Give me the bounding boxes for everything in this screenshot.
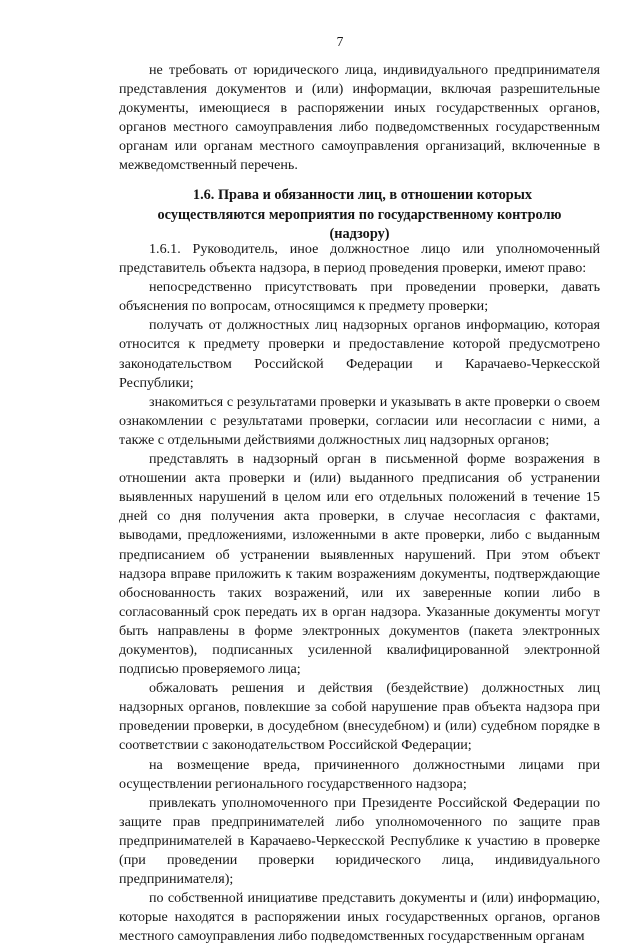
- paragraph-right-objections: представлять в надзорный орган в письменной форме возражения в отношении акта проверки и (или) выданного предписания об устранении выявленных нарушений в целом или его отдельных положений в течение 15 дней со дня получения акта проверки, в случае несогласия с фактами, выводами, предложениями, изложенными в акте проверки, либо с выданным предписанием об устранении выявленных нарушений. При этом объект надзора вправе приложить к таким возражениям документы, подтверждающие обоснованность таких возражений, или их заверенные копии либо в согласованный срок передать их в орган надзора. Указанные документы могут быть направлены в форме электронных документов (пакета электронных документов), подписанных усиленной квалифицированной электронной подписью проверяемого лица;: [119, 451, 600, 678]
- paragraph-right-results: знакомиться с результатами проверки и указывать в акте проверки о своем ознакомлении с результатами проверки, согласии или несогласии с ними, а также с отдельными действиями должностных лиц надзорных органов;: [119, 393, 600, 448]
- section-heading-line-2: осуществляются мероприятия по государственному контролю: [157, 206, 562, 223]
- section-heading: [119, 186, 600, 245]
- paragraph-right-presence: непосредственно присутствовать при проведении проверки, давать объяснения по вопросам, относящимся к предмету проверки;: [119, 279, 600, 315]
- paragraph-right-appeal: обжаловать решения и действия (бездействие) должностных лиц надзорных органов, повлекшие за собой нарушение прав объекта надзора при проведении проверки, в досудебном (внесудебном) и (или) судебном порядке в соответствии с законодательством Российской Федерации;: [119, 680, 600, 754]
- paragraph-right-compensation: на возмещение вреда, причиненного должностными лицами при осуществлении регионального государственного надзора;: [119, 756, 600, 792]
- section-heading-line-3: (надзору): [329, 226, 390, 242]
- intro-paragraph: не требовать от юридического лица, индивидуального предпринимателя представления документов и (или) информации, включая разрешительные документы, имеющиеся в распоряжении иных государственных органов, органов местного самоуправления либо подведомственных государственным органам или органам местного самоуправления организаций, включенные в межведомственный перечень.: [119, 62, 600, 174]
- paragraph-right-documents: по собственной инициативе представить документы и (или) информацию, которые находятся в распоряжении иных государственных органов, органов местного самоуправления либо подведомственных государственным органам: [119, 890, 600, 945]
- page-number: 7: [336, 34, 344, 49]
- paragraph-right-ombudsman: привлекать уполномоченного при Президенте Российской Федерации по защите прав предпринимателей либо уполномоченного по защите прав предпринимателей в Карачаево-Черкесской Республике к участию в проверке (при проведении проверки юридического лица, индивидуального предпринимателя);: [119, 794, 600, 888]
- paragraph-1-6-1: 1.6.1. Руководитель, иное должностное лицо или уполномоченный представитель объекта надзора, в период проведения проверки, имеют право:: [119, 241, 600, 277]
- intro-text: [119, 61, 600, 176]
- section-heading-line-1: 1.6. Права и обязанности лиц, в отношении которых: [192, 187, 533, 203]
- paragraph-right-information: получать от должностных лиц надзорных органов информацию, которая относится к предмету проверки и предоставление которой предусмотрено законодательством Российской Федерации и Карачаево-Черкесской Республики;: [119, 317, 600, 391]
- section-body: [119, 240, 600, 946]
